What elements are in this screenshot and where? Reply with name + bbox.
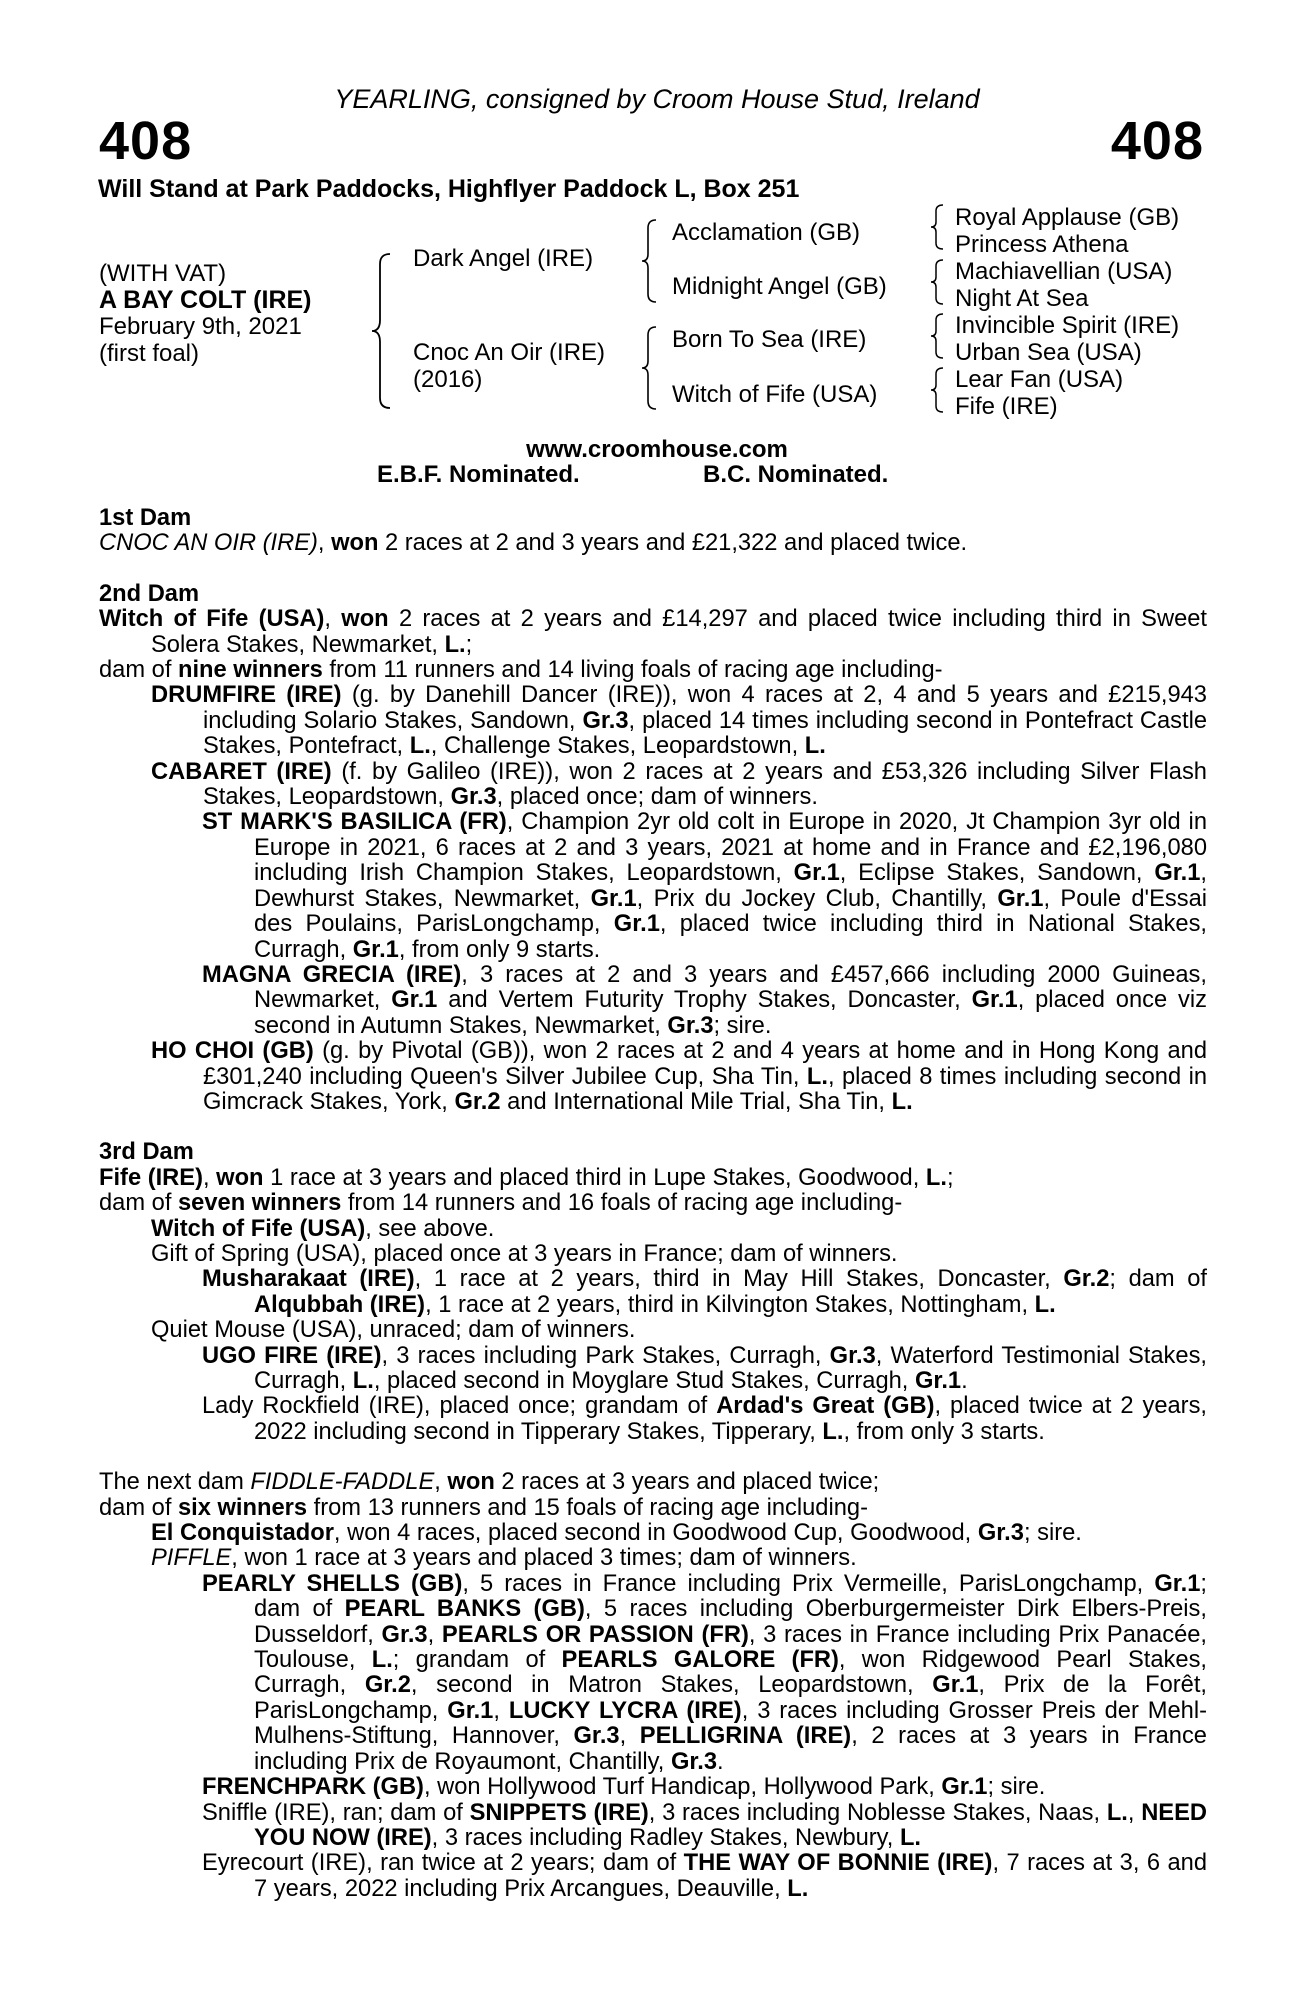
- text-run: , Prix du Jockey Club, Chantilly,: [636, 885, 998, 912]
- catalogue-paragraph: [202, 1775, 1207, 1800]
- text-run: , from only 9 starts.: [398, 936, 601, 963]
- text-run: ,: [324, 606, 342, 633]
- text-run: six winners: [178, 1494, 308, 1521]
- text-run: .: [961, 1368, 968, 1394]
- text-run: 2 races at 2 years and £14,297 and placed twice including third in Sweet Solera Stakes, Newmarket,: [151, 606, 1207, 658]
- text-run: ,: [317, 530, 332, 557]
- foal-note: (first foal): [99, 340, 200, 367]
- text-run: ; sire.: [1023, 1520, 1082, 1547]
- catalogue-paragraph: [151, 1242, 1207, 1267]
- text-run: Lady Rockfield (IRE), placed once; grandam of: [202, 1393, 717, 1420]
- ddd: Fife (IRE): [955, 393, 1058, 420]
- text-run: (g. by Pivotal (GB)), won 2 races at 2 and 4 years at home and in Hong Kong and £301,240 including Queen's Silver Jubilee Cup, Sha Tin,: [203, 1038, 1207, 1090]
- text-run: ST MARK'S BASILICA (FR): [202, 809, 507, 836]
- text-run: dam of: [99, 657, 178, 684]
- catalogue-paragraph: [99, 1267, 1207, 1318]
- text-run: , placed 8 times including second in Gimcrack Stakes, York,: [203, 1063, 1207, 1115]
- spacer: [99, 557, 1207, 582]
- text-run: ,: [202, 1164, 217, 1191]
- text-run: , won Hollywood Turf Handicap, Hollywood Park,: [423, 1774, 942, 1801]
- catalogue-paragraph: [151, 1217, 1207, 1242]
- foaling-date: February 9th, 2021: [99, 313, 302, 340]
- text-run: dam of: [99, 1494, 178, 1521]
- text-run: L.: [444, 631, 466, 658]
- catalogue-paragraph: [151, 1546, 1207, 1571]
- text-run: won: [216, 1164, 264, 1191]
- text-run: , Challenge Stakes, Leopardstown,: [430, 733, 805, 760]
- text-run: Gr.1: [447, 1697, 494, 1724]
- text-run: ,: [619, 1723, 640, 1750]
- text-run: won: [447, 1469, 495, 1496]
- text-run: 1 race at 3 years and placed third in Lupe Stakes, Goodwood,: [263, 1164, 926, 1191]
- text-run: PEARL BANKS (GB): [344, 1596, 585, 1623]
- text-run: L.: [804, 733, 826, 760]
- text-run: , won 4 races, placed second in Goodwood Cup, Goodwood,: [333, 1520, 978, 1547]
- text-run: Gr.1: [793, 860, 840, 887]
- text-run: ; dam of: [1109, 1266, 1208, 1293]
- text-run: FRENCHPARK (GB): [202, 1774, 424, 1801]
- text-run: and International Mile Trial, Sha Tin,: [500, 1088, 892, 1115]
- catalogue-paragraph: [99, 658, 1207, 683]
- text-run: Gr.3: [670, 1748, 718, 1775]
- sire-name: Dark Angel (IRE): [413, 245, 594, 272]
- text-run: PIFFLE: [151, 1545, 232, 1572]
- spacer: [99, 1445, 1207, 1470]
- text-run: Gr.2: [364, 1672, 411, 1699]
- text-run: Gr.2: [454, 1088, 501, 1115]
- catalogue-paragraph: [99, 963, 1207, 1039]
- text-run: , 2 races at 3 years in France including Prix de Royaumont, Chantilly,: [254, 1723, 1207, 1775]
- text-run: FIDDLE-FADDLE: [250, 1469, 435, 1496]
- text-run: , 3 races including Noblesse Stakes, Naas,: [648, 1799, 1107, 1826]
- text-run: Gr.2: [1063, 1266, 1110, 1293]
- catalogue-paragraph: [99, 1470, 1207, 1495]
- sire-sire: Acclamation (GB): [672, 219, 861, 246]
- text-run: ; sire.: [987, 1774, 1046, 1801]
- text-run: PEARLS GALORE (FR): [561, 1647, 839, 1674]
- text-run: L.: [806, 1063, 828, 1090]
- text-run: Witch of Fife (USA): [99, 606, 325, 633]
- text-run: Gr.3: [667, 1012, 714, 1039]
- text-run: L.: [787, 1875, 809, 1902]
- text-run: , 3 races including Grosser Preis der Mehl-Mulhens-Stiftung, Hannover,: [254, 1697, 1207, 1750]
- text-run: Gr.1: [352, 936, 399, 963]
- text-run: El Conquistador: [151, 1520, 334, 1547]
- dds: Lear Fan (USA): [955, 366, 1124, 393]
- catalogue-paragraph: [151, 1318, 1207, 1343]
- catalogue-paragraph: [99, 1394, 1207, 1445]
- text-run: nine winners: [178, 657, 323, 684]
- website-link[interactable]: www.croomhouse.com: [526, 436, 788, 463]
- text-run: LUCKY LYCRA (IRE): [508, 1697, 742, 1724]
- text-run: Gr.1: [1154, 1570, 1201, 1597]
- brace-ss: [929, 203, 947, 251]
- text-run: 1st Dam: [99, 505, 192, 531]
- text-run: ; dam of: [254, 1570, 1207, 1623]
- text-run: , Eclipse Stakes, Sandown,: [839, 860, 1155, 887]
- text-run: , 3 races at 2 and 3 years and £457,666 including 2000 Guineas, Newmarket,: [254, 961, 1207, 1014]
- text-run: L.: [925, 1164, 947, 1191]
- brace-ds: [929, 312, 947, 360]
- text-run: , Poule d'Essai des Poulains, ParisLongchamp,: [254, 885, 1207, 938]
- text-run: L.: [822, 1418, 844, 1445]
- sdd: Night At Sea: [955, 285, 1089, 312]
- text-run: dam of: [99, 1190, 178, 1217]
- text-run: ; grandam of: [392, 1647, 562, 1674]
- text-run: 2nd Dam: [99, 580, 200, 607]
- text-run: Sniffle (IRE), ran; dam of: [202, 1799, 470, 1826]
- text-run: HO CHOI (GB): [151, 1038, 314, 1065]
- text-run: MAGNA GRECIA (IRE): [202, 961, 462, 988]
- horse-name: A BAY COLT (IRE): [99, 286, 312, 314]
- sss: Royal Applause (GB): [955, 204, 1180, 231]
- text-run: ,: [434, 1469, 448, 1496]
- text-run: , 7 races at 3, 6 and 7 years, 2022 including Prix Arcangues, Deauville,: [254, 1850, 1207, 1902]
- text-run: Gr.3: [381, 1621, 428, 1648]
- catalogue-body: [99, 506, 1207, 1902]
- text-run: 3rd Dam: [99, 1139, 194, 1166]
- text-run: 2 races at 3 years and placed twice;: [494, 1469, 880, 1496]
- text-run: ; sire.: [713, 1012, 772, 1039]
- text-run: , placed 14 times including second in Pontefract Castle Stakes, Pontefract,: [203, 707, 1208, 760]
- text-run: Gr.1: [613, 911, 660, 938]
- text-run: Quiet Mouse (USA), unraced; dam of winners.: [151, 1317, 636, 1344]
- text-run: , won 1 race at 3 years and placed 3 times; dam of winners.: [231, 1545, 857, 1572]
- catalogue-paragraph: [99, 607, 1207, 658]
- catalogue-paragraph: [99, 1496, 1207, 1521]
- dsd: Urban Sea (USA): [955, 339, 1142, 366]
- text-run: , Waterford Testimonial Stakes, Curragh,: [254, 1342, 1207, 1394]
- text-run: L.: [891, 1088, 913, 1115]
- text-run: Gr.1: [914, 1368, 962, 1394]
- text-run: SNIPPETS (IRE): [469, 1799, 649, 1826]
- text-run: , won Ridgewood Pearl Stakes, Curragh,: [254, 1647, 1207, 1699]
- text-run: Gr.1: [590, 885, 637, 912]
- brace-sd: [929, 258, 947, 306]
- catalogue-paragraph: [99, 1801, 1207, 1852]
- text-run: Gr.3: [977, 1520, 1024, 1547]
- text-run: PEARLY SHELLS (GB): [202, 1570, 463, 1597]
- text-run: won: [341, 606, 389, 633]
- text-run: Gr.1: [997, 885, 1044, 912]
- text-run: Alqubbah (IRE): [254, 1291, 426, 1318]
- text-run: , see above.: [365, 1215, 495, 1242]
- text-run: Fife (IRE): [99, 1164, 203, 1191]
- text-run: Witch of Fife (USA): [151, 1215, 366, 1242]
- text-run: ,: [427, 1621, 442, 1648]
- text-run: UGO FIRE (IRE): [202, 1342, 382, 1369]
- text-run: L.: [352, 1368, 374, 1394]
- text-run: 2 races at 2 and 3 years and £21,322 and placed twice.: [378, 530, 968, 557]
- text-run: , 3 races including Park Stakes, Curragh,: [381, 1342, 830, 1369]
- text-run: PEARLS OR PASSION (FR): [441, 1621, 749, 1648]
- section-heading: [99, 582, 1207, 607]
- catalogue-paragraph: [99, 1039, 1207, 1115]
- dam-name: Cnoc An Oir (IRE): [413, 339, 606, 366]
- text-run: , 5 races including Oberburgermeister Dirk Elbers-Preis, Dusseldorf,: [254, 1596, 1207, 1648]
- text-run: , 3 races including Radley Stakes, Newbury,: [431, 1824, 900, 1851]
- text-run: , placed twice including third in National Stakes, Curragh,: [254, 911, 1207, 963]
- ebf-nomination: E.B.F. Nominated.: [377, 461, 580, 488]
- section-heading: [99, 506, 1207, 531]
- text-run: ,: [493, 1697, 509, 1724]
- spacer: [99, 1115, 1207, 1140]
- text-run: CABARET (IRE): [151, 758, 332, 785]
- text-run: L.: [409, 733, 431, 760]
- text-run: ;: [946, 1164, 954, 1191]
- text-run: PELLIGRINA (IRE): [639, 1723, 852, 1750]
- text-run: (f. by Galileo (IRE)), won 2 races at 2 years and £53,326 including Silver Flash Stakes, Leopardstown,: [203, 758, 1207, 811]
- text-run: , Dewhurst Stakes, Newmarket,: [254, 860, 1207, 912]
- consignment-line: YEARLING, consigned by Croom House Stud, Ireland: [334, 84, 980, 114]
- text-run: NEED YOU NOW (IRE): [254, 1799, 1208, 1851]
- text-run: Gr.1: [1154, 860, 1201, 887]
- text-run: DRUMFIRE (IRE): [151, 682, 342, 709]
- text-run: , Prix de la Forêt, ParisLongchamp,: [254, 1672, 1207, 1724]
- text-run: Gift of Spring (USA), placed once at 3 years in France; dam of winners.: [151, 1240, 898, 1267]
- text-run: Gr.1: [941, 1774, 988, 1801]
- text-run: , placed once; dam of winners.: [496, 784, 818, 811]
- sire-brace: [640, 218, 660, 304]
- text-run: seven winners: [178, 1190, 342, 1217]
- pedigree-brace: [370, 252, 396, 410]
- text-run: .: [717, 1748, 724, 1775]
- bc-nomination: B.C. Nominated.: [703, 461, 889, 488]
- catalogue-paragraph: [99, 1572, 1207, 1775]
- text-run: , 3 races in France including Prix Panacée, Toulouse,: [254, 1621, 1207, 1674]
- catalogue-paragraph: [99, 1166, 1207, 1191]
- dss: Invincible Spirit (IRE): [955, 312, 1180, 339]
- ssd: Princess Athena: [955, 231, 1129, 258]
- text-run: Gr.3: [573, 1723, 620, 1750]
- text-run: , 5 races in France including Prix Vermeille, ParisLongchamp,: [462, 1570, 1155, 1597]
- dam-brace: [640, 325, 660, 411]
- lot-number-left: 408: [99, 111, 193, 171]
- dam-year: (2016): [413, 366, 483, 393]
- text-run: , from only 3 starts.: [843, 1418, 1045, 1445]
- dam-dam: Witch of Fife (USA): [672, 381, 878, 408]
- section-heading: [99, 1140, 1207, 1165]
- text-run: Gr.1: [971, 987, 1018, 1014]
- text-run: Eyrecourt (IRE), ran twice at 2 years; dam of: [202, 1850, 684, 1877]
- text-run: THE WAY OF BONNIE (IRE): [683, 1850, 993, 1877]
- text-run: ;: [465, 631, 473, 658]
- catalogue-paragraph: [151, 1521, 1207, 1546]
- catalogue-paragraph: [99, 760, 1207, 811]
- text-run: won: [331, 530, 379, 557]
- catalogue-paragraph: [99, 531, 1207, 556]
- text-run: Gr.1: [391, 987, 438, 1014]
- catalogue-paragraph: [99, 1851, 1207, 1902]
- text-run: Gr.1: [932, 1672, 979, 1699]
- text-run: Gr.3: [582, 707, 629, 734]
- text-run: , placed second in Moyglare Stud Stakes, Curragh,: [373, 1368, 915, 1394]
- text-run: , 1 race at 2 years, third in May Hill Stakes, Doncaster,: [414, 1266, 1064, 1293]
- text-run: from 13 runners and 15 foals of racing age including-: [307, 1494, 868, 1521]
- text-run: L.: [899, 1824, 921, 1851]
- catalogue-paragraph: [99, 683, 1207, 759]
- vat-note: (WITH VAT): [99, 260, 227, 287]
- text-run: , Champion 2yr old colt in Europe in 2020, Jt Champion 3yr old in Europe in 2021, 6 races at 2 and 3 years, 2021 at home and in France and £2,196,080 including Irish Champion Stakes, Leopardstown,: [254, 809, 1207, 887]
- catalogue-paragraph: [99, 1191, 1207, 1216]
- text-run: , second in Matron Stakes, Leopardstown,: [410, 1672, 933, 1699]
- dam-sire: Born To Sea (IRE): [672, 326, 867, 353]
- text-run: L.: [1034, 1291, 1056, 1318]
- brace-dd: [929, 366, 947, 414]
- text-run: , placed twice at 2 years, 2022 including second in Tipperary Stakes, Tipperary,: [254, 1393, 1207, 1445]
- text-run: , 1 race at 2 years, third in Kilvington Stakes, Nottingham,: [425, 1291, 1035, 1318]
- text-run: Gr.3: [829, 1342, 876, 1369]
- sire-dam: Midnight Angel (GB): [672, 273, 887, 300]
- lot-number-right: 408: [1110, 111, 1204, 171]
- text-run: , placed once viz second in Autumn Stakes, Newmarket,: [254, 987, 1207, 1039]
- text-run: L.: [1106, 1799, 1128, 1826]
- stand-location: Will Stand at Park Paddocks, Highflyer Paddock L, Box 251: [98, 175, 800, 203]
- text-run: L.: [371, 1647, 393, 1674]
- catalogue-paragraph: [99, 1344, 1207, 1395]
- sds: Machiavellian (USA): [955, 258, 1173, 285]
- text-run: Musharakaat (IRE): [202, 1266, 415, 1293]
- text-run: (g. by Danehill Dancer (IRE)), won 4 races at 2, 4 and 5 years and £215,943 including Solario Stakes, Sandown,: [203, 682, 1207, 734]
- text-run: Gr.3: [450, 784, 497, 811]
- text-run: Ardad's Great (GB): [716, 1393, 935, 1420]
- text-run: CNOC AN OIR (IRE): [99, 530, 318, 557]
- catalogue-paragraph: [99, 810, 1207, 962]
- text-run: from 11 runners and 14 living foals of racing age including-: [322, 657, 943, 684]
- text-run: from 14 runners and 16 foals of racing age including-: [341, 1190, 903, 1217]
- text-run: and Vertem Futurity Trophy Stakes, Doncaster,: [437, 987, 972, 1014]
- text-run: ,: [1127, 1799, 1142, 1826]
- text-run: The next dam: [99, 1469, 251, 1496]
